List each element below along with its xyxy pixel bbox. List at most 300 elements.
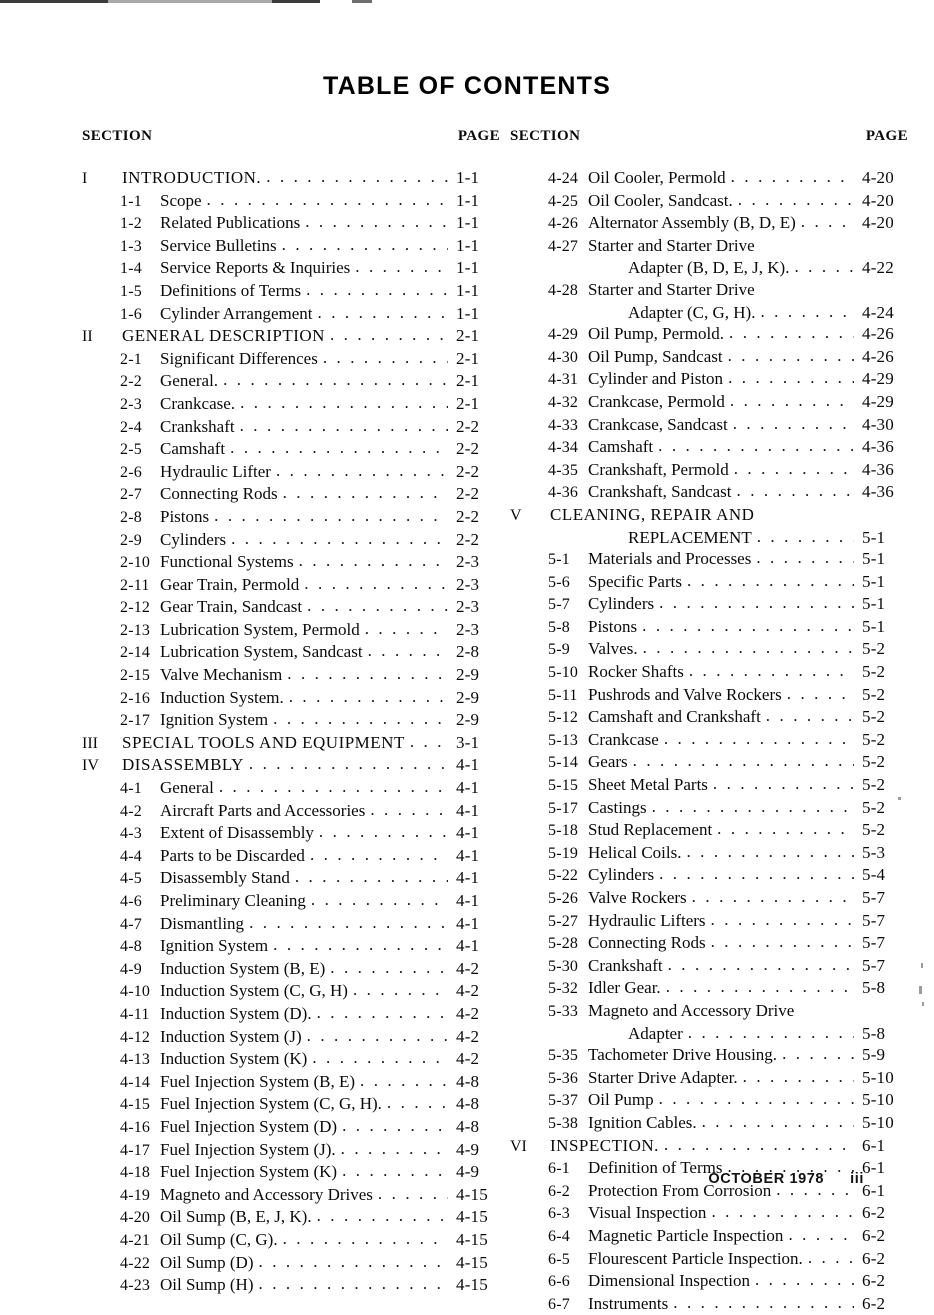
paragraph-number: 1-4 (120, 260, 142, 278)
toc-entry (82, 506, 502, 529)
entry-page-number: 4-22 (862, 258, 894, 278)
dot-leader (664, 1134, 854, 1156)
entry-page-number: 4-1 (456, 868, 480, 888)
toc-entry (82, 913, 502, 936)
entry-page-number: 5-4 (862, 865, 886, 885)
paragraph-number: 6-3 (548, 1205, 570, 1223)
entry-title: Valve Mechanism (160, 665, 283, 685)
entry-page-number: 5-8 (862, 978, 886, 998)
toc-entry (510, 638, 908, 661)
entry-title: Definitions of Terms (160, 280, 302, 300)
dot-leader (305, 211, 448, 233)
toc-entry (510, 955, 908, 978)
dot-leader (273, 708, 448, 730)
paragraph-number: 2-11 (120, 576, 150, 594)
toc-entry (82, 664, 502, 687)
entry-title: Alternator Assembly (B, D, E) (588, 213, 796, 233)
entry-page-number: 4-20 (862, 168, 894, 187)
dot-leader (289, 686, 448, 708)
entry-title: Induction System. (160, 687, 284, 707)
entry-page-number: 4-8 (456, 1094, 480, 1114)
dot-leader (689, 660, 854, 682)
entry-page-number: 5-7 (862, 888, 886, 907)
dot-leader (304, 573, 448, 595)
dot-leader (249, 912, 448, 934)
entry-title: DISASSEMBLY (122, 755, 244, 775)
paragraph-number: 5-8 (548, 618, 570, 636)
toc-section-entry (510, 504, 908, 527)
entry-page-number: 1-1 (456, 303, 480, 323)
entry-title: Induction System (K) (160, 1049, 308, 1069)
entry-title: Protection From Corrosion (588, 1180, 772, 1200)
dot-leader (330, 324, 448, 346)
paragraph-number: 4-25 (548, 192, 579, 210)
footer-page-number: iii (850, 1171, 864, 1187)
entry-title: Cylinders (160, 529, 227, 549)
dot-leader (282, 234, 448, 256)
paragraph-number: 5-28 (548, 935, 579, 953)
entry-page-number: 4-30 (862, 414, 894, 434)
entry-title: Starter and Starter Drive (588, 279, 755, 299)
toc-entry (510, 436, 908, 459)
toc-entry (82, 483, 502, 506)
entry-page-number: 5-7 (862, 955, 886, 975)
entry-title: Stud Replacement (588, 820, 713, 840)
paragraph-number: 5-17 (548, 799, 579, 817)
entry-page-number: 5-1 (862, 594, 886, 614)
entry-page-number: 1-1 (456, 213, 480, 233)
toc-entry (510, 616, 908, 639)
paragraph-number: 2-12 (120, 599, 151, 617)
entry-title: Rocker Shafts (588, 662, 684, 682)
entry-page-number: 4-15 (456, 1184, 488, 1204)
toc-entry (82, 1161, 502, 1184)
dot-leader (310, 844, 448, 866)
paragraph-number: 2-2 (120, 373, 142, 391)
entry-page-number: 4-9 (456, 1162, 480, 1182)
toc-entry (82, 190, 502, 213)
entry-page-number: 5-1 (862, 527, 886, 547)
paragraph-number: 4-10 (120, 983, 151, 1001)
dot-leader (317, 1002, 448, 1024)
toc-entry (82, 393, 502, 416)
entry-title: Gear Train, Sandcast (160, 597, 303, 617)
dot-leader (734, 458, 854, 480)
entry-title: Valves. (588, 639, 638, 659)
entry-title: Ignition Cables. (588, 1112, 697, 1132)
entry-title: Gear Train, Permold (160, 574, 300, 594)
dot-leader (666, 976, 854, 998)
dot-leader (717, 818, 854, 840)
toc-entry (510, 1293, 908, 1315)
toc-entry (510, 167, 908, 190)
toc-entry (82, 1003, 502, 1026)
dot-leader (378, 1183, 448, 1205)
paragraph-number: 5-7 (548, 596, 570, 614)
toc-entry (510, 1248, 908, 1271)
dot-leader (318, 302, 449, 324)
paragraph-number: 5-27 (548, 912, 579, 930)
dot-leader (240, 392, 448, 414)
toc-entry (510, 459, 908, 482)
entry-title: Oil Sump (B, E, J, K). (160, 1207, 312, 1227)
entry-page-number: 5-9 (862, 1045, 886, 1065)
toc-entry (510, 1089, 908, 1112)
entry-page-number: 5-10 (862, 1090, 894, 1110)
entry-page-number: 2-1 (456, 393, 480, 413)
paragraph-number: 5-6 (548, 573, 570, 591)
paragraph-number: 4-16 (120, 1118, 151, 1136)
entry-title: Helical Coils. (588, 842, 682, 862)
paragraph-number: 4-15 (120, 1096, 151, 1114)
dot-leader (307, 1025, 448, 1047)
entry-title: Starter Drive Adapter. (588, 1067, 738, 1087)
column-header-page: PAGE (457, 128, 500, 144)
paragraph-number: 6-4 (548, 1227, 570, 1245)
paragraph-number: 4-6 (120, 893, 142, 910)
dot-leader (787, 683, 854, 705)
entry-title: INTRODUCTION. (122, 168, 262, 187)
paragraph-number: 4-5 (120, 870, 142, 888)
entry-page-number: 6-2 (862, 1271, 886, 1291)
paragraph-number: 2-9 (120, 531, 142, 549)
toc-entry (510, 481, 908, 504)
toc-entry (82, 1026, 502, 1049)
dot-leader (659, 592, 854, 614)
entry-page-number: 5-2 (862, 797, 886, 817)
paragraph-number: 4-1 (120, 780, 142, 798)
entry-title: Crankcase, Sandcast (588, 414, 728, 434)
entry-title: Visual Inspection (588, 1203, 707, 1223)
toc-entry (82, 1252, 502, 1275)
dot-leader (755, 1269, 854, 1291)
entry-page-number: 5-2 (862, 684, 886, 704)
dot-leader (341, 1138, 448, 1160)
dot-leader (688, 1022, 854, 1044)
entry-page-number: 4-8 (456, 1071, 480, 1091)
entry-title: Pistons (160, 506, 210, 526)
page-footer (708, 1171, 864, 1187)
entry-title: Oil Pump, Permold. (588, 324, 725, 344)
entry-page-number: 5-10 (862, 1067, 894, 1087)
entry-title: Service Bulletins (160, 235, 277, 255)
entry-title: Ignition System (160, 936, 269, 956)
entry-title: Cylinder and Piston (588, 369, 724, 389)
scan-edge-artifact (0, 0, 934, 3)
toc-entry (82, 1139, 502, 1162)
paragraph-number: 5-30 (548, 957, 579, 975)
paragraph-number: 6-7 (548, 1295, 570, 1313)
paragraph-number: 5-11 (548, 686, 578, 704)
toc-entry (82, 958, 502, 981)
toc-entry (82, 1048, 502, 1071)
entry-page-number: 4-36 (862, 437, 894, 457)
entry-page-number: 4-2 (456, 1003, 480, 1023)
paragraph-number: 4-9 (120, 960, 142, 978)
entry-page-number: 2-3 (456, 597, 480, 617)
paragraph-number: 6-6 (548, 1273, 570, 1291)
paragraph-number: 4-35 (548, 461, 579, 479)
toc-entry (510, 391, 908, 414)
toc-entry (82, 370, 502, 393)
entry-page-number: 4-1 (456, 845, 480, 865)
toc-entry (82, 280, 502, 303)
dot-leader (207, 189, 448, 211)
entry-page-number: 4-9 (456, 1139, 480, 1159)
paragraph-number: 6-2 (548, 1182, 570, 1200)
paragraph-number: 2-4 (120, 418, 142, 436)
dot-leader (273, 934, 448, 956)
toc-entry (510, 887, 908, 910)
toc-entry-continuation (510, 302, 908, 324)
paragraph-number: 4-11 (120, 1005, 150, 1023)
paragraph-number: 2-14 (120, 644, 151, 662)
entry-title: Pushrods and Valve Rockers (588, 684, 782, 704)
entry-title: Parts to be Discarded (160, 845, 305, 865)
entry-page-number: 4-1 (456, 823, 480, 843)
entry-title: REPLACEMENT (628, 527, 752, 547)
paragraph-number: 5-38 (548, 1114, 579, 1132)
paragraph-number: 4-17 (120, 1141, 151, 1159)
dot-leader (743, 1066, 854, 1088)
toc-entry (510, 819, 908, 842)
toc-entry (510, 1225, 908, 1248)
entry-title: Camshaft and Crankshaft (588, 707, 761, 727)
toc-entry (82, 980, 502, 1003)
paragraph-number: 4-14 (120, 1073, 151, 1091)
entry-title: Disassembly Stand (160, 868, 290, 888)
dot-leader (287, 663, 448, 685)
dot-leader (368, 640, 448, 662)
section-roman-number: IV (82, 757, 99, 775)
dot-leader (733, 413, 854, 435)
entry-title: Aircraft Parts and Accessories (160, 800, 366, 820)
dot-leader (387, 1092, 448, 1114)
paragraph-number: 5-13 (548, 731, 579, 749)
toc-entry (82, 1116, 502, 1139)
toc-columns (0, 128, 934, 1315)
toc-entry (510, 842, 908, 865)
toc-entry (510, 414, 908, 437)
entry-page-number: 6-1 (862, 1135, 886, 1155)
toc-entry (82, 1071, 502, 1094)
entry-page-number: 1-1 (456, 235, 480, 255)
toc-entry (510, 1270, 908, 1293)
column-header-right (510, 128, 908, 145)
paragraph-number: 4-18 (120, 1164, 151, 1182)
entry-page-number: 2-2 (456, 416, 480, 436)
entry-title: Crankcase, Permold (588, 391, 725, 411)
entry-title: Adapter (B, D, E, J, K). (628, 258, 790, 278)
toc-entry (82, 303, 502, 326)
entry-page-number: 6-2 (862, 1203, 886, 1223)
dot-leader (370, 799, 448, 821)
paragraph-number: 4-36 (548, 484, 579, 502)
toc-entry (510, 1044, 908, 1067)
toc-entry (82, 800, 502, 823)
entry-title: Fuel Injection System (D) (160, 1116, 338, 1136)
entry-page-number: 5-2 (862, 752, 886, 772)
entry-title: Oil Pump, Sandcast (588, 346, 723, 366)
entry-page-number: 2-1 (456, 348, 480, 368)
entry-page-number: 5-1 (862, 549, 886, 569)
entry-title: Lubrication System, Sandcast (160, 642, 363, 662)
dot-leader (240, 415, 448, 437)
entry-page-number: 2-2 (456, 529, 480, 549)
entry-page-number: 4-24 (862, 302, 894, 322)
paragraph-number: 4-31 (548, 371, 579, 389)
paragraph-number: 5-33 (548, 1002, 579, 1020)
paragraph-number: 2-8 (120, 508, 142, 526)
entry-page-number: 2-9 (456, 665, 480, 685)
dot-leader (711, 1201, 854, 1223)
entry-title: Crankshaft (588, 955, 663, 975)
entry-title: Camshaft (160, 439, 226, 459)
entry-page-number: 4-1 (456, 891, 480, 910)
entry-page-number: 5-2 (862, 729, 886, 749)
dot-leader (730, 390, 854, 412)
toc-entry (510, 977, 908, 1000)
paragraph-number: 2-7 (120, 486, 142, 504)
toc-entry (82, 1229, 502, 1252)
dot-leader (757, 526, 854, 548)
entry-page-number: 2-3 (456, 552, 480, 572)
paragraph-number: 4-19 (120, 1186, 151, 1204)
paragraph-number: 5-10 (548, 664, 579, 682)
toc-entry (82, 619, 502, 642)
paragraph-number: 5-15 (548, 777, 579, 795)
toc-entry (510, 279, 908, 302)
toc-entry (82, 845, 502, 868)
entry-page-number: 5-2 (862, 707, 886, 727)
paragraph-number: 5-26 (548, 890, 579, 907)
paragraph-number: 4-2 (120, 802, 142, 820)
entry-title: Gears (588, 752, 628, 772)
dot-leader (306, 279, 448, 301)
entry-title: Adapter (C, G, H). (628, 302, 756, 322)
entry-title: Connecting Rods (588, 933, 706, 953)
dot-leader (223, 369, 448, 391)
dot-leader (307, 595, 448, 617)
dot-leader (299, 550, 448, 572)
section-roman-number: V (510, 506, 522, 524)
entry-page-number: 1-1 (456, 280, 480, 300)
entry-page-number: 4-15 (456, 1275, 488, 1295)
paragraph-number: 5-9 (548, 641, 570, 659)
entry-page-number: 2-2 (456, 506, 480, 526)
toc-entry (82, 529, 502, 552)
entry-title: Extent of Disassembly (160, 823, 314, 843)
entry-page-number: 6-2 (862, 1293, 886, 1313)
paragraph-number: 4-34 (548, 439, 579, 457)
paragraph-number: 1-2 (120, 215, 142, 233)
entry-page-number: 3-1 (456, 732, 480, 752)
entry-page-number: 4-36 (862, 459, 894, 479)
paragraph-number: 5-19 (548, 844, 579, 862)
entry-page-number: 4-2 (456, 1049, 480, 1069)
dot-leader (711, 931, 854, 953)
entry-title: General (160, 778, 214, 798)
dot-leader (353, 979, 448, 1001)
toc-entry (510, 684, 908, 707)
dot-leader (794, 256, 854, 278)
toc-entry (510, 1067, 908, 1090)
entry-page-number: 4-20 (862, 213, 894, 233)
entry-page-number: 5-2 (862, 662, 886, 682)
entry-title: Significant Differences (160, 348, 318, 368)
entry-page-number: 2-1 (456, 371, 480, 391)
entry-title: Crankshaft, Sandcast (588, 482, 732, 502)
entry-page-number: 4-15 (456, 1252, 488, 1272)
dot-leader (633, 750, 854, 772)
paragraph-number: 5-22 (548, 867, 579, 885)
dot-leader (702, 1111, 854, 1133)
paragraph-number: 2-16 (120, 689, 151, 707)
entry-title: Fuel Injection System (K) (160, 1162, 338, 1182)
dot-leader (801, 211, 854, 233)
toc-entry (510, 1112, 908, 1135)
paragraph-number: 2-17 (120, 712, 151, 730)
dot-leader (249, 753, 448, 775)
toc-column-left (82, 128, 502, 1315)
column-header-left (82, 128, 502, 145)
toc-entry (510, 571, 908, 594)
entry-title: Adapter (628, 1023, 683, 1043)
dot-leader (342, 1115, 448, 1137)
paragraph-number: 4-24 (548, 170, 579, 187)
entry-title: SPECIAL TOOLS AND EQUIPMENT (122, 732, 405, 752)
paragraph-number: 5-37 (548, 1092, 579, 1110)
paragraph-number: 5-18 (548, 822, 579, 840)
paragraph-number: 1-5 (120, 282, 142, 300)
entry-title: Oil Sump (H) (160, 1275, 254, 1295)
entry-page-number: 2-3 (456, 619, 480, 639)
entry-title: CLEANING, REPAIR AND (550, 504, 755, 524)
paragraph-number: 4-29 (548, 326, 579, 344)
paragraph-number: 5-12 (548, 709, 579, 727)
dot-leader (330, 957, 448, 979)
entry-page-number: 6-2 (862, 1225, 886, 1245)
entry-page-number: 4-29 (862, 369, 894, 389)
dot-leader (673, 1292, 854, 1314)
toc-entry (82, 348, 502, 371)
entry-title: Dimensional Inspection (588, 1271, 750, 1291)
paragraph-number: 5-1 (548, 551, 570, 569)
dot-leader (312, 1047, 448, 1069)
entry-title: Cylinder Arrangement (160, 303, 313, 323)
dot-leader (311, 889, 448, 911)
toc-entry (82, 1206, 502, 1229)
dot-leader (668, 954, 854, 976)
toc-section-entry (82, 754, 502, 777)
paragraph-number: 1-3 (120, 237, 142, 255)
entry-page-number: 2-1 (456, 326, 480, 346)
entry-page-number: 1-1 (456, 168, 480, 187)
entry-page-number: 5-3 (862, 842, 886, 862)
toc-entry (510, 774, 908, 797)
entry-page-number: 6-1 (862, 1158, 886, 1178)
toc-entry (82, 257, 502, 280)
entry-page-number: 4-29 (862, 391, 894, 411)
entry-title: Tachometer Drive Housing. (588, 1045, 778, 1065)
dot-leader (728, 367, 854, 389)
section-roman-number: II (82, 328, 93, 346)
toc-entry (510, 910, 908, 933)
page-title: TABLE OF CONTENTS (323, 72, 611, 100)
entry-page-number: 4-36 (862, 482, 894, 502)
paragraph-number: 4-33 (548, 416, 579, 434)
dot-leader (283, 482, 448, 504)
